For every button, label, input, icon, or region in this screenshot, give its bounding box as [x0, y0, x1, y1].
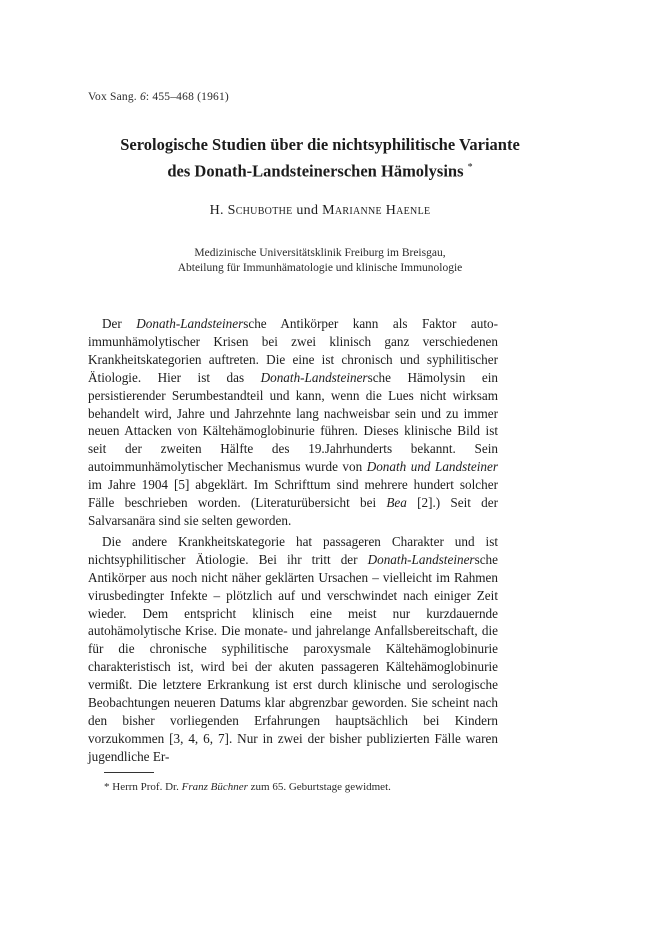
paragraph-2: Die andere Krankheitskategorie hat passageren Charakter und ist nichtsyphilitischer Ätiologie. Bei ihr tritt der Donath-Landsteinersche Antikörper aus noch nicht näher geklärten Ursachen – vielleicht im Rahmen virusbedingter Infekte – plötzlich auf und verschwindet nach einiger Zeit wieder. Dem entspricht klinisch eine meist nur kurzdauernde autohämolytische Krise. Die monate- und jahrelange Anfallsbereitschaft, die für die chronische syphilitische paroxysmale Kältehämoglobinurie charakteristisch ist, wird bei der akuten passageren Kältehämoglobinurie vermißt. Die letztere Erkrankung ist erst durch klinische und serologische Beobachtungen neueren Datums klar abgrenzbar geworden. Sie scheint nach den bisher vorliegenden Erfahrungen hauptsächlich bei Kindern vorzukommen [3, 4, 6, 7]. Nur in zwei der bisher publizierten Fälle waren jugendliche Er- [88, 533, 498, 764]
article-title [60, 133, 580, 183]
pages-year: : 455–468 (1961) [145, 91, 229, 103]
citation-line [88, 91, 229, 103]
affiliation [60, 246, 580, 276]
article-body [88, 315, 498, 766]
volume-number: 6 [139, 91, 146, 103]
author-line [60, 203, 580, 219]
footnote: * Herrn Prof. Dr. Franz Büchner zum 65. Geburtstage gewidmet. [104, 781, 391, 793]
author-2: Marianne Haenle [322, 203, 431, 218]
journal-name: Vox Sang. [88, 91, 137, 103]
title-line-1: Serologische Studien über die nichtsyphilitische Variante [120, 135, 520, 154]
title-footnote-marker: * [467, 162, 473, 173]
paragraph-1: Der Donath-Landsteinersche Antikörper kann als Faktor autoimmunhämolytischer Krisen bei zwei klinisch ganz verschiedenen Krankheitskategorien auftreten. Die eine ist chronisch und syphilitischer Ätiologie. Hier ist das Donath-Landsteinersche Hämolysin ein persistierender Serumbestandteil und kann, wenn die Lues nicht wirksam behandelt wird, Jahre und Jahrzehnte lang nachweisbar sein und zu immer neuen Attacken von Kältehämoglobinurie führen. Dieses klinische Bild ist seit der zweiten Hälfte des 19.Jahrhunderts bekannt. Sein autoimmunhämolytischer Mechanismus wurde von Donath und Landsteiner im Jahre 1904 [5] abgeklärt. Im Schrifttum sind mehrere hundert solcher Fälle beschrieben worden. (Literaturübersicht bei Bea [2].) Seit der Salvarsanära sind sie selten geworden. [88, 316, 499, 528]
affiliation-line-2: Abteilung für Immunhämatologie und klinische Immunologie [177, 262, 463, 274]
title-line-2: des Donath-Landsteinerschen Hämolysins * [167, 161, 473, 181]
affiliation-line-1: Medizinische Universitätsklinik Freiburg im Breisgau, [194, 247, 446, 259]
author-conjunction: und [296, 203, 319, 218]
footnote-divider [104, 772, 154, 773]
author-1: H. Schubothe [209, 203, 293, 218]
